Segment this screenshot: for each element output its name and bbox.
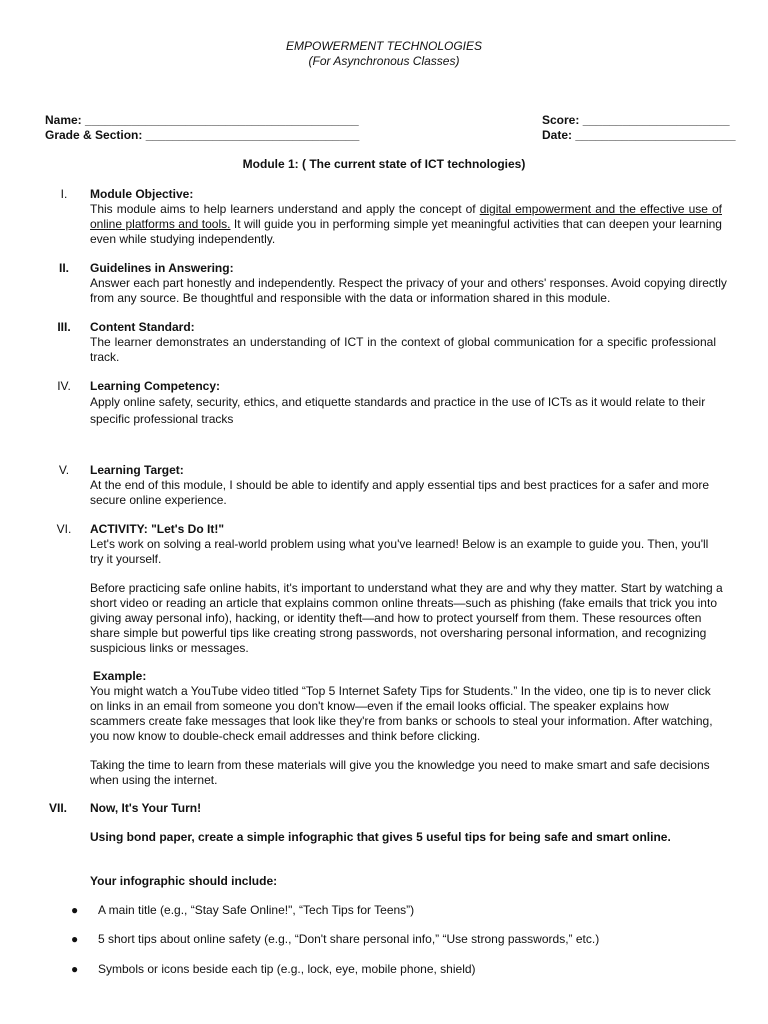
bullet-dot-icon: ● bbox=[71, 962, 79, 976]
bullet-dot-icon: ● bbox=[71, 932, 79, 946]
activity-paragraph: Before practicing safe online habits, it's important to understand what they are and why they matter. Start by watching a short video or reading an article that explains common online threats—such as phishing (fake emails that trick you into giving away personal info), hacking, or identity theft—and how to protect yourself from them. These resources often share simple but powerful tips like creating strong passwords, not oversharing personal information, and recognizing suspicious links or messages. bbox=[90, 581, 723, 655]
example-heading: Example: bbox=[93, 669, 147, 683]
grade-section-field bbox=[45, 128, 359, 143]
date-field bbox=[542, 128, 736, 143]
section-heading: Module Objective: bbox=[90, 187, 194, 201]
section-heading: Content Standard: bbox=[90, 320, 195, 334]
section-text: At the end of this module, I should be able to identify and apply essential tips and best practices for a safer and more secure online experience. bbox=[90, 478, 710, 507]
task-instruction: Using bond paper, create a simple infographic that gives 5 useful tips for being safe and smart online. bbox=[90, 830, 671, 844]
name-line: _________________________________________ bbox=[85, 113, 359, 127]
document-title: EMPOWERMENT TECHNOLOGIES bbox=[285, 39, 482, 53]
score-field bbox=[542, 113, 730, 128]
section-number: II. bbox=[58, 261, 69, 275]
section-text: The learner demonstrates an understanding of ICT in the context of global communication for a specific professional track. bbox=[90, 335, 716, 364]
list-item: 5 short tips about online safety (e.g., “Don't share personal info,” “Use strong passwords,” etc.) bbox=[98, 932, 600, 946]
activity-intro: Let's work on solving a real-world problem using what you've learned! Below is an example to guide you. Then, you'll try it yourself. bbox=[90, 537, 709, 566]
section-heading: Guidelines in Answering: bbox=[90, 261, 234, 275]
date-line: ________________________ bbox=[575, 128, 736, 142]
section-heading: Learning Competency: bbox=[90, 379, 221, 393]
section-text: Apply online safety, security, ethics, and etiquette standards and practice in the use of ICTs as it would relate to their specific professional tracks bbox=[90, 395, 706, 426]
name-field bbox=[45, 113, 359, 128]
section-number: VI. bbox=[56, 522, 72, 536]
section-number: VII. bbox=[48, 801, 67, 815]
section-number: I. bbox=[60, 187, 68, 201]
section-number: V. bbox=[58, 463, 70, 477]
section-heading: ACTIVITY: "Let's Do It!" bbox=[90, 522, 225, 536]
module-title: Module 1: ( The current state of ICT technologies) bbox=[242, 157, 526, 171]
list-item: Symbols or icons beside each tip (e.g., lock, eye, mobile phone, shield) bbox=[98, 962, 476, 976]
name-label: Name: bbox=[45, 113, 86, 127]
section-number: III. bbox=[57, 320, 71, 334]
activity-closing: Taking the time to learn from these materials will give you the knowledge you need to make smart and safe decisions when using the internet. bbox=[90, 758, 710, 787]
underlined-phrase: digital empowerment and the effective use of online platforms and tools. bbox=[90, 202, 722, 231]
grade-label: Grade & Section: bbox=[45, 128, 146, 142]
document-subtitle: (For Asynchronous Classes) bbox=[308, 54, 460, 68]
score-label: Score: bbox=[542, 113, 583, 127]
date-label: Date: bbox=[542, 128, 576, 142]
example-text: You might watch a YouTube video titled “Top 5 Internet Safety Tips for Students.” In the video, one tip is to never click on links in an email from someone you don't know—even if the email looks official. The speaker explains how scammers create fake messages that look like they're from banks or schools to steal your information. After watching, you now know to double-check email addresses and think before clicking. bbox=[90, 684, 713, 743]
grade-line: ________________________________ bbox=[145, 128, 360, 142]
score-line: ______________________ bbox=[582, 113, 730, 127]
section-text: Answer each part honestly and independently. Respect the privacy of your and others' responses. Avoid copying directly from any source. Be thoughtful and responsible with the data or information shared in this module. bbox=[90, 276, 727, 305]
section-heading: Now, It's Your Turn! bbox=[90, 801, 202, 815]
section-text: This module aims to help learners understand and apply the concept of digital empowerment and the effective use of online platforms and tools. It will guide you in performing simple yet meaningful activities that can deepen your learning even while studying independently. bbox=[90, 202, 722, 246]
bullet-dot-icon: ● bbox=[71, 903, 79, 917]
list-item: A main title (e.g., “Stay Safe Online!", “Tech Tips for Teens”) bbox=[98, 903, 415, 917]
section-heading: Learning Target: bbox=[90, 463, 184, 477]
section-number: IV. bbox=[57, 379, 71, 393]
include-heading: Your infographic should include: bbox=[90, 874, 278, 888]
